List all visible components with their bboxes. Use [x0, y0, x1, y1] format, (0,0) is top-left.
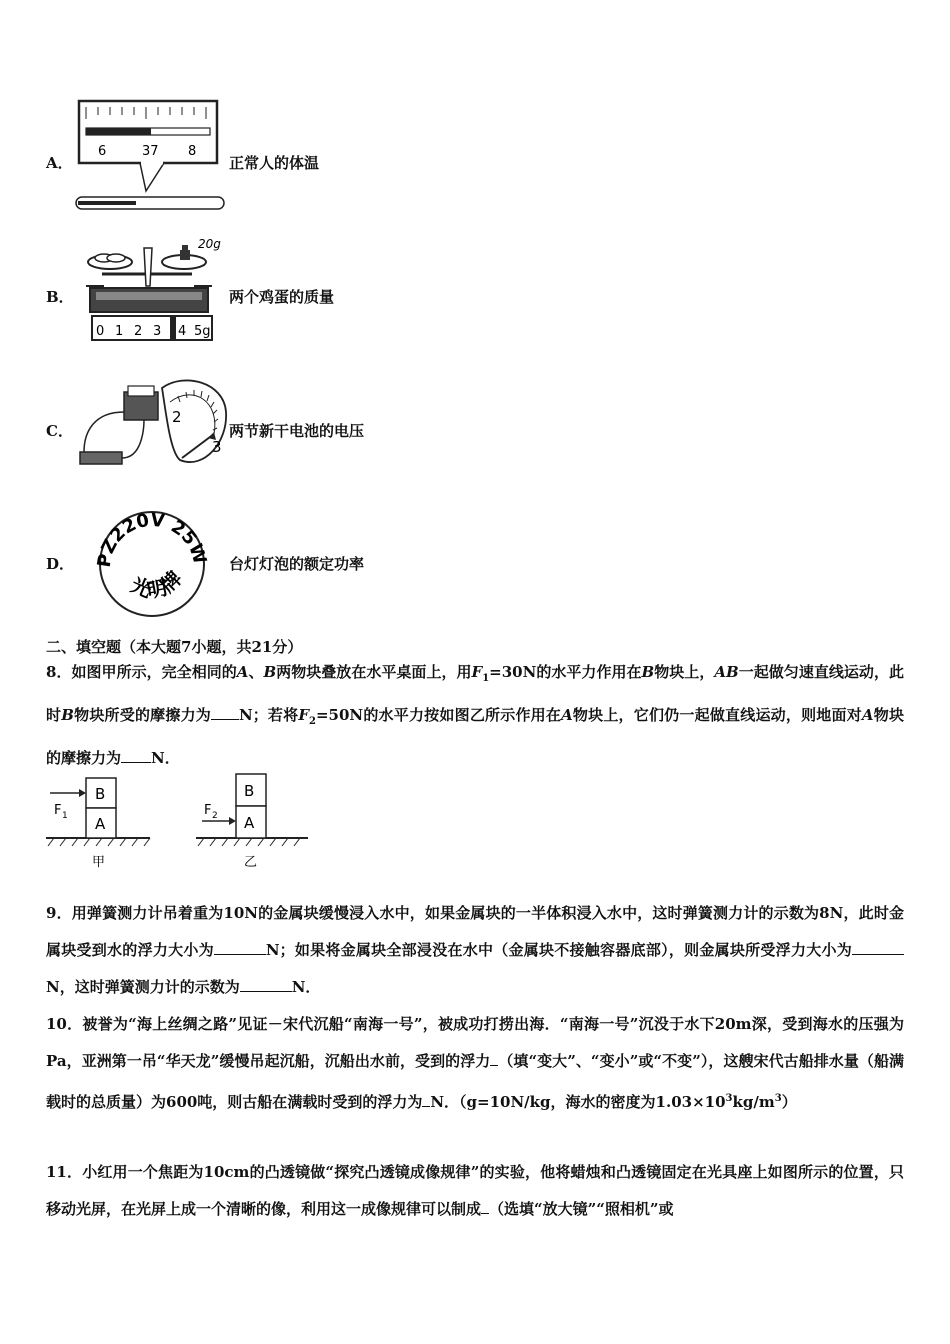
balance-scale-3: 3	[153, 324, 162, 339]
q8-jia-label: 甲	[92, 855, 106, 870]
q9-part1: 9．用弹簧测力计吊着重为10N的金属块缓慢浸入水中，如果金属块的一半体积浸入水中，这时弹簧测力计的示数为8N，此时金属块受到水的浮力大小为	[46, 904, 904, 959]
thermometer-scale-6: 6	[98, 144, 107, 159]
q8-part10: 物块的摩擦力为	[46, 706, 904, 767]
q10-exp: 3	[725, 1093, 733, 1104]
q8-F2-sub: 2	[309, 716, 316, 727]
q8-B: B	[263, 663, 277, 681]
voltmeter-icon	[80, 380, 226, 464]
balance-scale-5: 5g	[194, 324, 211, 339]
q8-yi-force-sub: 2	[212, 811, 218, 821]
question-9	[46, 895, 904, 1006]
q8-jia-force-sub: 1	[62, 811, 68, 821]
q8-part4: 物块上，	[654, 663, 715, 681]
q8-B3: B	[61, 706, 74, 724]
option-d-text: 台灯灯泡的额定功率	[229, 555, 365, 573]
q8-part6: 物块所受的摩擦力为	[73, 706, 212, 724]
option-b-text: 两个鸡蛋的质量	[229, 288, 335, 306]
q8-yi-label: 乙	[244, 855, 258, 870]
balance-scale-1: 1	[115, 324, 124, 339]
q8-part3: =30N的水平力作用在	[489, 663, 642, 681]
q8-A3: A	[861, 706, 874, 724]
question-8	[46, 654, 904, 777]
q9-blank-2[interactable]	[852, 938, 904, 955]
q8-F2: F	[298, 706, 310, 724]
balance-scale-2: 2	[134, 324, 143, 339]
option-c-letter: C．	[46, 422, 73, 440]
voltmeter-scale-3: 3	[212, 438, 222, 456]
option-d-letter: D．	[46, 555, 75, 573]
q11-part2: （选填“放大镜”“照相机”或	[489, 1200, 674, 1218]
q8-F1: F	[471, 663, 483, 681]
q10-part5: ）	[781, 1093, 797, 1111]
voltmeter-figure	[74, 372, 230, 472]
q8-sep: 、	[248, 663, 264, 681]
q10-part1: 10．被誉为“海上丝绸之路”见证－宋代沉船“南海一号”，被成功打捞出海．“南海一号”沉没于水下20m深，受到海水的压强为Pa，亚洲第一吊“华天龙”缓慢吊起沉船，沉船出水前，受到的浮力	[46, 1015, 904, 1070]
q9-blank-3[interactable]	[240, 975, 292, 992]
q8-part2: 两物块叠放在水平桌面上，用	[276, 663, 472, 681]
balance-scale-4: 4	[178, 324, 187, 339]
q8-jia-block-B: B	[95, 785, 106, 803]
option-a-text: 正常人的体温	[229, 154, 320, 172]
thermometer-scale-37: 37	[142, 144, 159, 159]
q10-part3: N．（g=10N/kg，海水的密度为1.03×10	[430, 1093, 726, 1111]
bulb-label-top: PZ220V 25W	[93, 509, 211, 569]
q10-part2: （填“变大”、“变小”或“不变”），这艘宋代古船排水量（船满载时的总质量）为600吨，则古船在满载时受到的浮力为	[46, 1052, 904, 1111]
q10-exp2: 3	[774, 1093, 782, 1104]
voltmeter-scale-2: 2	[172, 408, 182, 426]
q9-blank-1[interactable]	[214, 938, 266, 955]
q8-part7: N；若将	[239, 706, 299, 724]
thermometer-mercury	[86, 128, 151, 135]
bulb-label-bottom: 光明牌	[127, 566, 187, 603]
q8-A: A	[236, 663, 249, 681]
q9-part2: N；如果将金属块全部浸没在水中（金属块不接触容器底部），则金属块所受浮力大小为	[265, 941, 852, 959]
q8-A2: A	[561, 706, 573, 724]
q9-part3: N，这时弹簧测力计的示数为	[46, 978, 240, 996]
option-b-letter: B．	[46, 288, 74, 306]
balance-weight-label: 20g	[198, 237, 221, 251]
q8-jia-block-A: A	[95, 815, 106, 833]
q8-yi-block-A: A	[244, 814, 255, 832]
q11-part1: 11．小红用一个焦距为10cm的凸透镜做“探究凸透镜成像规律”的实验，他将蜡烛和凸透镜固定在光具座上如图所示的位置，只移动光屏，在光屏上成一个清晰的像，利用这一成像规律可以制成	[46, 1163, 904, 1218]
q8-jia-force: F	[54, 803, 62, 818]
q8-part5: 一起做匀速直线运动，此时	[46, 663, 904, 724]
section-title: 二、填空题（本大题7小题，共21分）	[46, 638, 303, 656]
balance-scale-0: 0	[96, 324, 105, 339]
q8-part9: 物块上，它们仍一起做直线运动，则地面对	[572, 706, 862, 724]
q8-part1: 8．如图甲所示，完全相同的	[46, 663, 237, 681]
q8-yi-block-B: B	[244, 782, 255, 800]
thermometer-figure	[74, 97, 230, 215]
q8-AB: AB	[714, 663, 739, 681]
question-11	[46, 1154, 904, 1228]
q8-B2: B	[641, 663, 655, 681]
q8-blank-1[interactable]	[211, 703, 239, 720]
q8-part8: =50N的水平力按如图乙所示作用在	[315, 706, 562, 724]
q8-part11: N．	[151, 749, 180, 767]
option-c-text: 两节新干电池的电压	[229, 422, 365, 440]
q10-part4: kg/m	[732, 1093, 775, 1111]
q8-blank-2[interactable]	[121, 746, 151, 763]
q8-F1-sub: 1	[482, 673, 490, 684]
q11-blank-1[interactable]	[481, 1197, 489, 1214]
q8-yi-force: F	[204, 803, 212, 818]
bulb-label-figure	[92, 508, 212, 620]
thermometer-scale-8: 8	[188, 144, 197, 159]
option-a-letter: A．	[46, 154, 73, 172]
q8-figure	[46, 772, 308, 872]
balance-figure	[82, 236, 221, 346]
q9-part4: N．	[291, 978, 321, 996]
question-10	[46, 1006, 904, 1121]
